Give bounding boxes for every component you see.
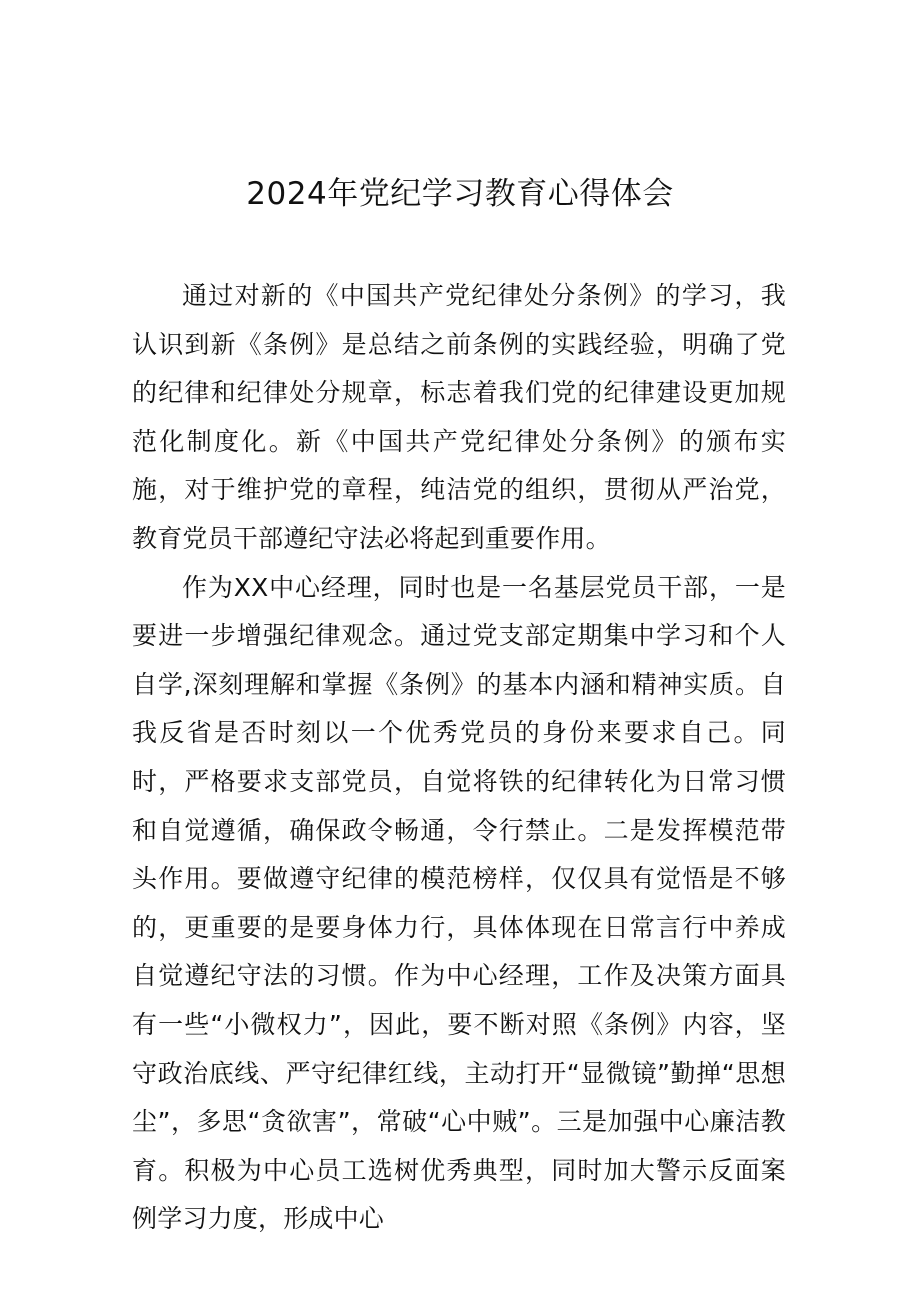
paragraph-1: 通过对新的《中国共产党纪律处分条例》的学习，我认识到新《条例》是总结之前条例的实践经验，明确了党的纪律和纪律处分规章，标志着我们党的纪律建设更加规范化制度化。新《中国共产党纪律处分条例》的颁布实施，对于维护党的章程，纯洁党的组织，贯彻从严治党，教育党员干部遵纪守法必将起到重要作用。: [132, 281, 786, 553]
paragraph-2: 作为XX中心经理，同时也是一名基层党员干部，一是要进一步增强纪律观念。通过党支部定期集中学习和个人自学,深刻理解和掌握《条例》的基本内涵和精神实质。自我反省是否时刻以一个优秀党员的身份来要求自己。同时，严格要求支部党员，自觉将铁的纪律转化为日常习惯和自觉遵循，确保政令畅通，令行禁止。二是发挥模范带头作用。要做遵守纪律的模范榜样，仅仅具有觉悟是不够的，更重要的是要身体力行，具体体现在日常言行中养成自觉遵纪守法的习惯。作为中心经理，工作及决策方面具有一些“小微权力”，因此，要不断对照《条例》内容，坚守政治底线、严守纪律红线，主动打开“显微镜”勤掸“思想尘”，多思“贪欲害”，常破“心中贼”。三是加强中心廉洁教育。积极为中心员工选树优秀典型，同时加大警示反面案例学习力度，形成中心: [132, 572, 786, 1234]
document-title: 2024年党纪学习教育心得体会: [246, 176, 674, 212]
document-body: [132, 272, 786, 1244]
